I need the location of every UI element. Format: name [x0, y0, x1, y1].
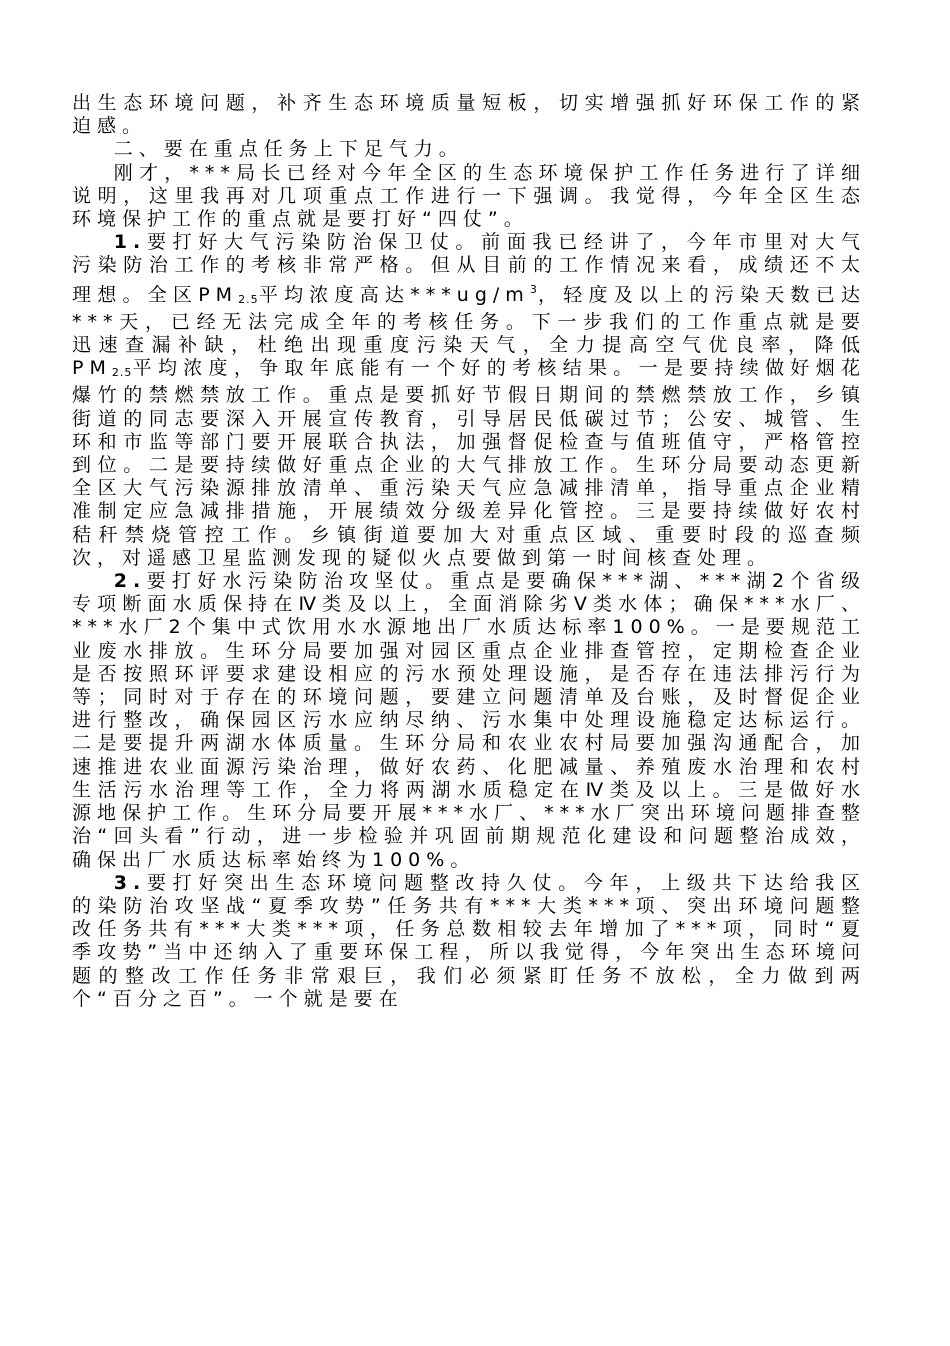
subscript: 2.5 — [238, 292, 259, 306]
paragraph-intro: 刚才，***局长已经对今年全区的生态环境保护工作任务进行了详细说明，这里我再对几项重点工作进行一下强调。我觉得，今年全区生态环境保护工作的重点就是要打好“四仗”。 — [72, 161, 866, 231]
subscript: 2.5 — [111, 366, 133, 380]
document-body — [72, 92, 866, 1011]
paragraph-rectification: 3.要打好突出生态环境问题整改持久仗。今年，上级共下达给我区的染防治攻坚战“夏季攻势”任务共有***大类***项、突出环境问题整改任务共有***大类***项，任务总数相较去年增加了***项，同时“夏季攻势”当中还纳入了重要环保工程，所以我觉得，今年突出生态环境问题的整改工作任务非常艰巨，我们必须紧盯任务不放松，全力做到两个“百分之百”。一个就是要在 — [72, 871, 866, 1010]
item-number: 1. — [113, 231, 147, 254]
paragraph-air-pollution: 1.要打好大气污染防治保卫仗。前面我已经讲了，今年市里对大气污染防治工作的考核非常严格。但从目前的工作情况来看，成绩还不太理想。全区PM2.5平均浓度高达$***ug/m^3$，轻度及以上的污染天数已达***天，已经无法完成全年的考核任务。下一步我们的工作重点就是要迅速查漏补缺，杜绝出现重度污染天气，全力提高空气优良率，降低PM2.5平均浓度，争取年底能有一个好的考核结果。一是要持续做好烟花爆竹的禁燃禁放工作。重点是要抓好节假日期间的禁燃禁放工作，乡镇街道的同志要深入开展宣传教育，引导居民低碳过节；公安、城管、生环和市监等部门要开展联合执法，加强督促检查与值班值守，严格管控到位。二是要持续做好重点企业的大气排放工作。生环分局要动态更新全区大气污染源排放清单、重污染天气应急减排清单，指导重点企业精准制定应急减排措施，开展绩效分级差异化管控。三是要持续做好农村秸秆禁烧管控工作。乡镇街道要加大对重点区域、重要时段的巡查频次，对遥感卫星监测发现的疑似火点要做到第一时间核查处理。 — [72, 231, 866, 569]
paragraph-water-pollution: 2.要打好水污染防治攻坚仗。重点是要确保***湖、***湖2个省级专项断面水质保持在Ⅳ类及以上，全面消除劣Ⅴ类水体；确保***水厂、***水厂2个集中式饮用水水源地出厂水质达标率100%。一是要规范工业废水排放。生环分局要加强对园区重点企业排查管控，定期检查企业是否按照环评要求建设相应的污水预处理设施，是否存在违法排污行为等；同时对于存在的环境问题，要建立问题清单及台账，及时督促企业进行整改，确保园区污水应纳尽纳、污水集中处理设施稳定达标运行。二是要提升两湖水体质量。生环分局和农业农村局要加强沟通配合，加速推进农业面源污染治理，做好农药、化肥减量、养殖废水治理和农村生活污水治理等工作，全力将两湖水质稳定在Ⅳ类及以上。三是做好水源地保护工作。生环分局要开展***水厂、***水厂突出环境问题排查整治“回头看”行动，进一步检验并巩固前期规范化建设和问题整治成效，确保出厂水质达标率始终为100%。 — [72, 570, 866, 871]
superscript: 3 — [529, 282, 538, 296]
item-number: 2. — [113, 570, 147, 593]
item-number: 3. — [113, 871, 147, 894]
section-heading: 二、要在重点任务上下足气力。 — [113, 138, 464, 161]
paragraph-continuation: 出生态环境问题，补齐生态环境质量短板，切实增强抓好环保工作的紧迫感。 — [72, 92, 866, 138]
